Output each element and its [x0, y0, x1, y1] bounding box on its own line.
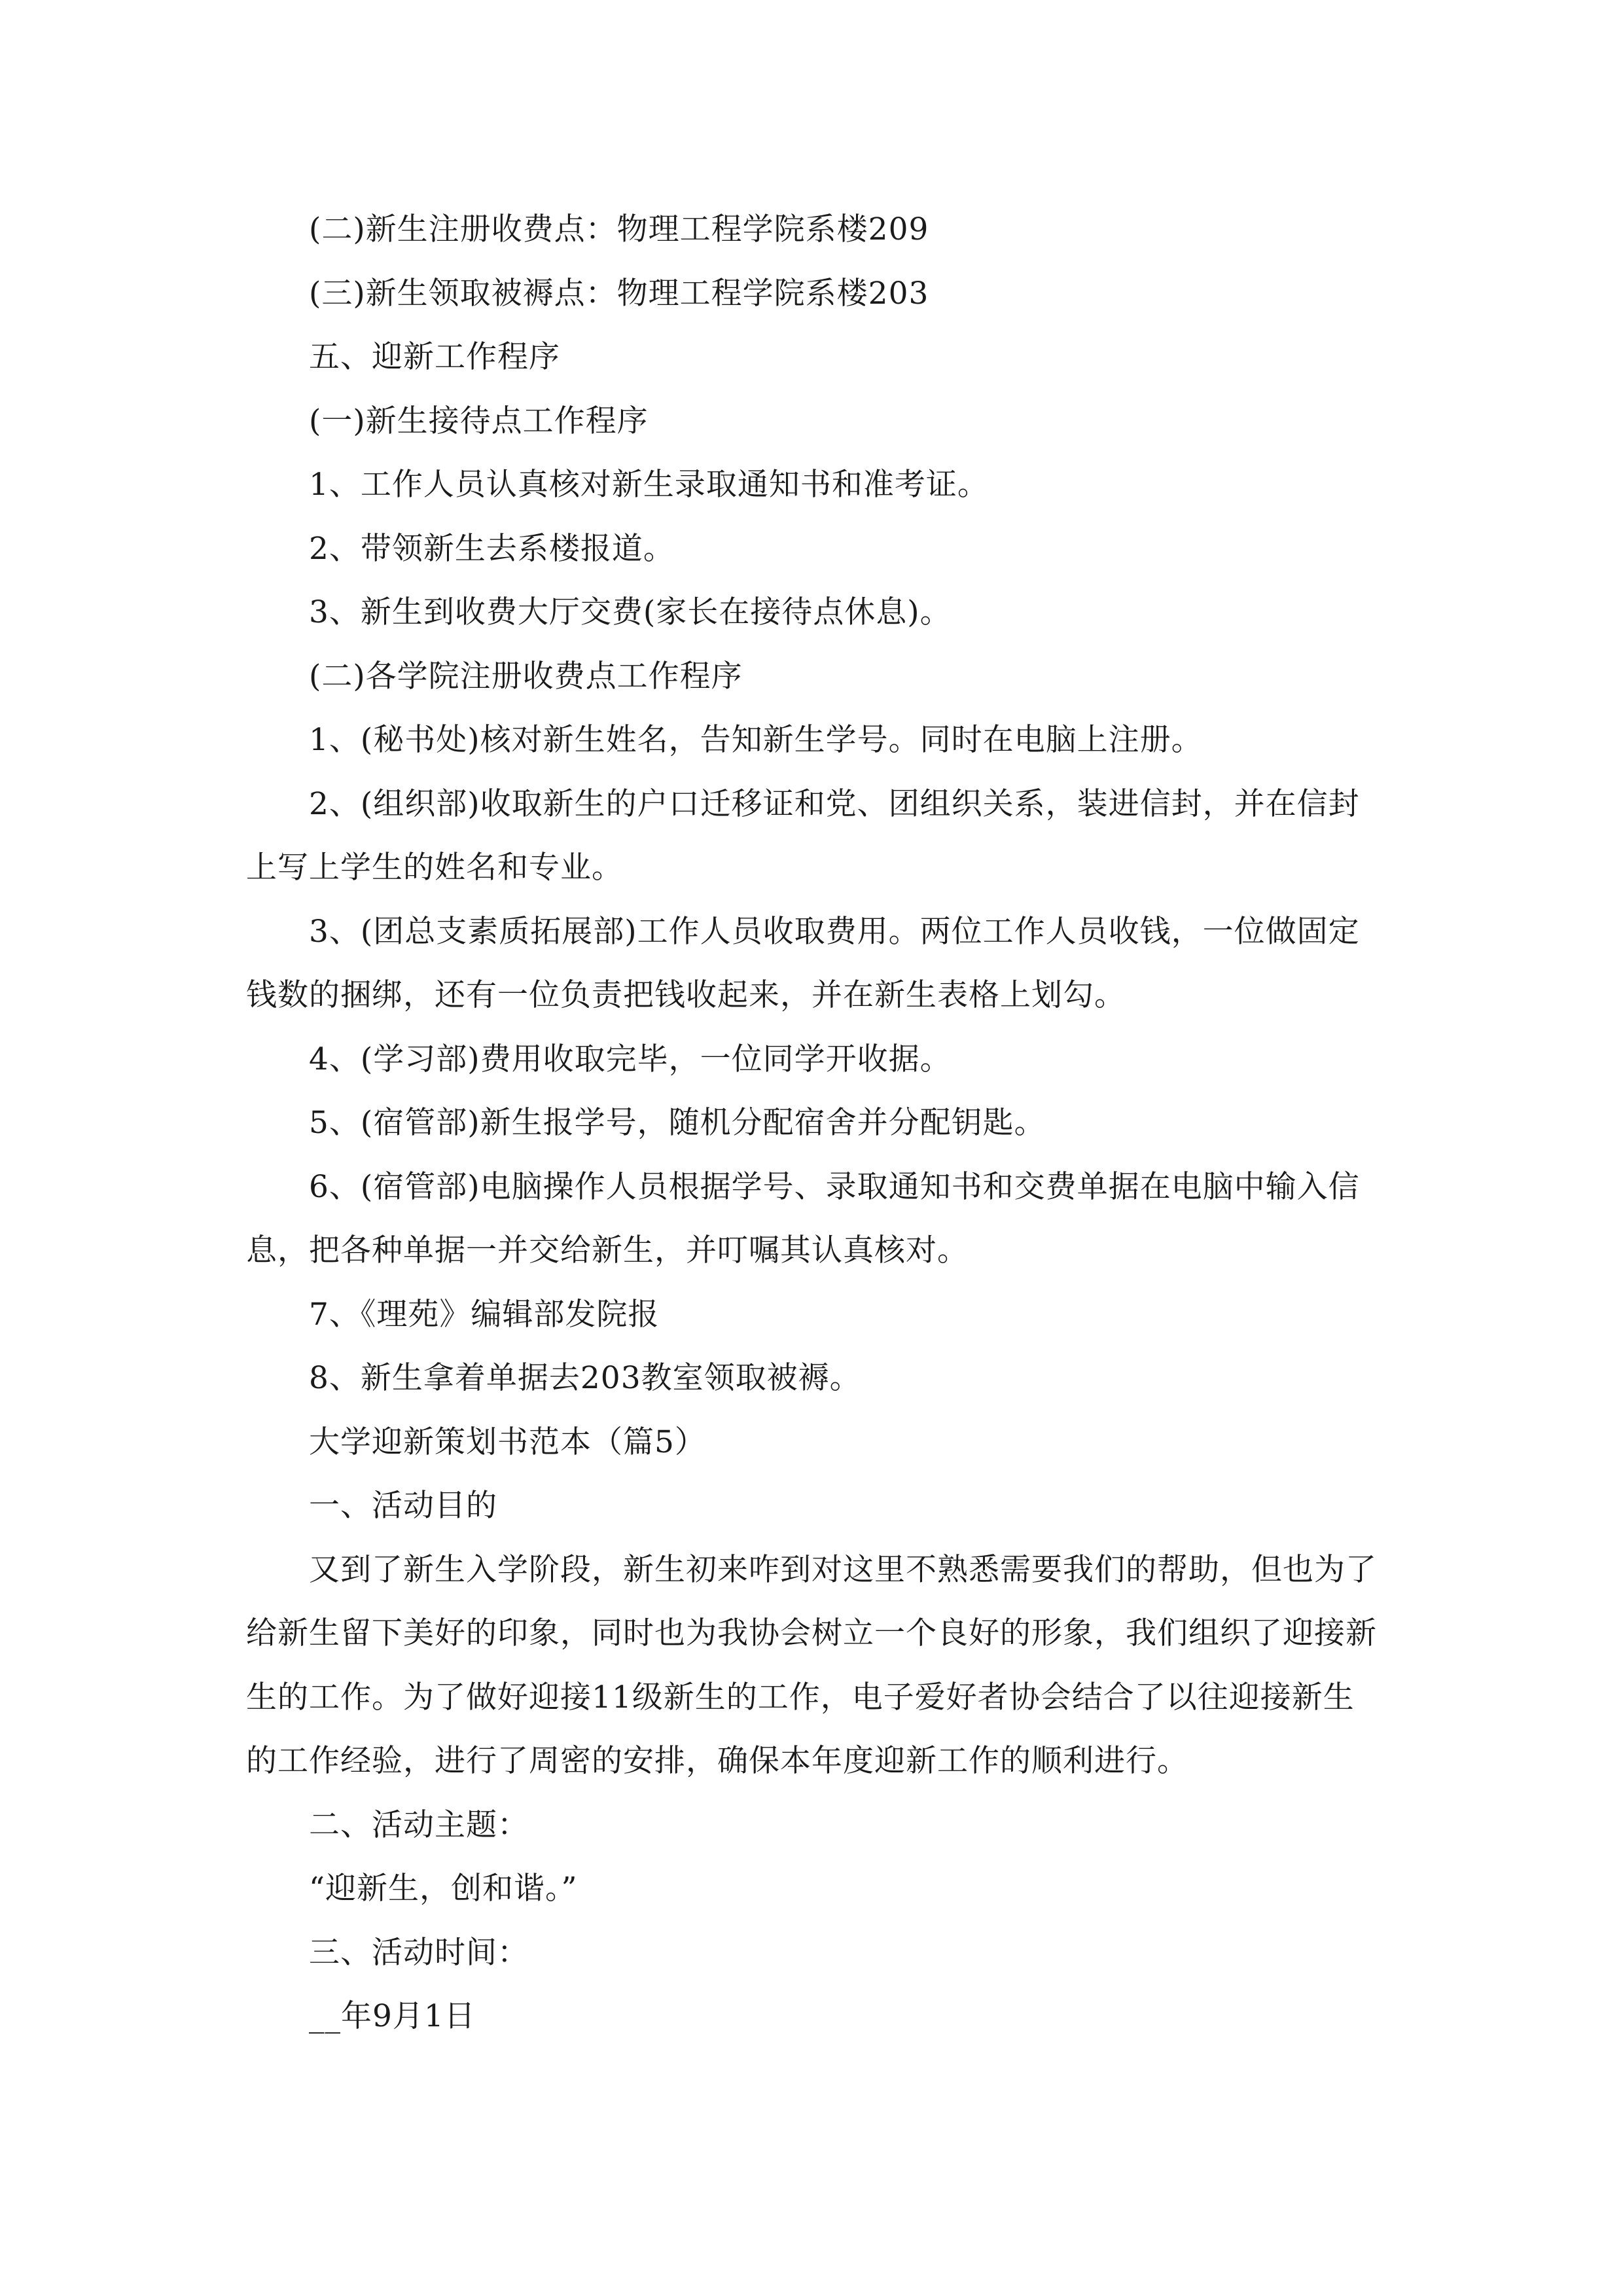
list-item: 5、(宿管部)新生报学号，随机分配宿舍并分配钥匙。 — [309, 1105, 1046, 1141]
paragraph-activity-theme: “迎新生，创和谐。” — [309, 1871, 578, 1907]
heading-activity-purpose: 一、活动目的 — [309, 1488, 497, 1524]
heading-activity-theme: 二、活动主题： — [309, 1806, 529, 1843]
list-item: 6、(宿管部)电脑操作人员根据学号、录取通知书和交费单据在电脑中输入信息，把各种单据一并交给新生，并叮嘱其认真核对。 — [246, 1168, 1360, 1268]
paragraph-registration-point: (二)新生注册收费点：物理工程学院系楼209 — [309, 211, 929, 247]
document-body — [246, 198, 1378, 2049]
heading-activity-time: 三、活动时间： — [309, 1934, 529, 1971]
list-item: 8、新生拿着单据去203教室领取被褥。 — [309, 1360, 861, 1396]
paragraph-activity-date: __年9月1日 — [309, 1998, 476, 2034]
list-item: 4、(学习部)费用收取完毕，一位同学开收据。 — [309, 1041, 952, 1077]
list-item: 1、工作人员认真核对新生录取通知书和准考证。 — [309, 467, 989, 503]
subheading-registration-procedure: (二)各学院注册收费点工作程序 — [309, 658, 743, 694]
section-title-part5: 大学迎新策划书范本（篇5） — [309, 1424, 706, 1460]
list-item: 2、带领新生去系楼报道。 — [309, 530, 675, 567]
list-item: 3、新生到收费大厅交费(家长在接待点休息)。 — [309, 594, 952, 630]
list-item: 1、(秘书处)核对新生姓名，告知新生学号。同时在电脑上注册。 — [309, 722, 1203, 758]
paragraph-activity-purpose: 又到了新生入学阶段，新生初来咋到对这里不熟悉需要我们的帮助，但也为了给新生留下美好的印象，同时也为我协会树立一个良好的形象，我们组织了迎接新生的工作。为了做好迎接11级新生的工作，电子爱好者协会结合了以往迎接新生的工作经验，进行了周密的安排，确保本年度迎新工作的顺利进行。 — [246, 1551, 1377, 1779]
list-item: 7、《理苑》编辑部发院报 — [309, 1296, 660, 1333]
subheading-reception-procedure: (一)新生接待点工作程序 — [309, 403, 649, 439]
list-item: 3、(团总支素质拓展部)工作人员收取费用。两位工作人员收钱，一位做固定钱数的捆绑，还有一位负责把钱收起来，并在新生表格上划勾。 — [246, 913, 1360, 1013]
list-item: 2、(组织部)收取新生的户口迁移证和党、团组织关系，装进信封，并在信封上写上学生的姓名和专业。 — [246, 785, 1360, 886]
heading-welcome-procedure: 五、迎新工作程序 — [309, 339, 560, 375]
paragraph-bedding-point: (三)新生领取被褥点：物理工程学院系楼203 — [309, 275, 929, 312]
